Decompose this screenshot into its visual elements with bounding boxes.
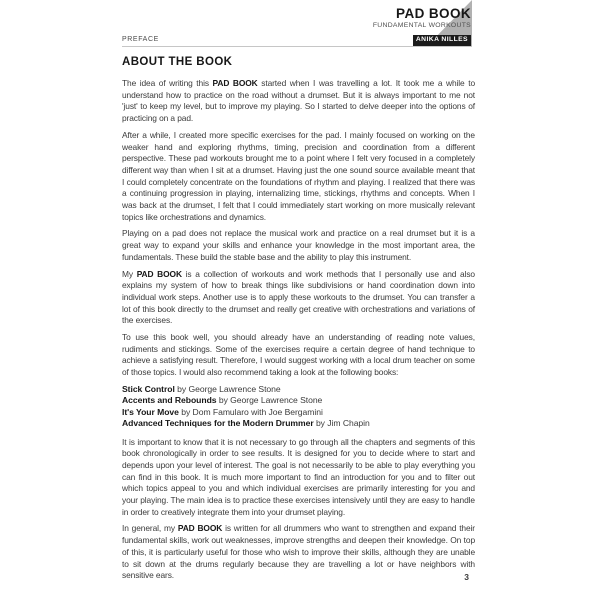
paragraph: To use this book well, you should already have an understanding of reading note values, rudiments and stickings. Some of the exercises require a certain degree of hand technique to achieve a satisfying result. Therefore, I would suggest working with a local drum teacher on some of those topics. I would also recommend taking a look at the following books:	[122, 332, 475, 378]
book-title: It's Your Move	[122, 406, 179, 417]
section-label: PREFACE	[122, 36, 159, 43]
book-list-item	[122, 418, 475, 429]
book-list-item	[122, 407, 475, 418]
paragraph: After a while, I created more specific exercises for the pad. I mainly focused on working on the weaker hand and exploring rhythms, timing, precision and coordination from a different perspective. These pad workouts brought me to a point where I felt very focused in a completely different way than when I sit at a drumset. Having just the one sound source available meant that I could completely concentrate on the foundations of rhythm and playing. I realized that there was a continuing progression in playing, internalizing time, stickings, rhythms and concepts. When I was back at the drumset, I felt that I could immediately start working on more musically relevant topics like orchestrations and dynamics.	[122, 129, 475, 222]
header-rule	[122, 46, 472, 47]
book-title: Accents and Rebounds	[122, 395, 217, 406]
content-column	[122, 56, 475, 587]
book-list-item	[122, 384, 475, 395]
page-number: 3	[464, 572, 469, 582]
paragraph: Playing on a pad does not replace the musical work and practice on a real drumset but it is a great way to expand your skills and enhance your knowledge in the most important area, the fundamentals. These build the stable base and the ability to play this instrument.	[122, 228, 475, 262]
page-heading: ABOUT THE BOOK	[122, 56, 233, 68]
book-author: by Dom Famularo with Joe Bergamini	[178, 406, 323, 417]
book-author: by George Lawrence Stone	[174, 383, 281, 394]
body-blocks	[122, 78, 475, 582]
book-title: Advanced Techniques for the Modern Drummer	[122, 418, 314, 429]
brand-subtitle: FUNDAMENTAL WORKOUTS	[372, 21, 471, 29]
paragraph: The idea of writing this PAD BOOK started when I was travelling a lot. It took me a while to understand how to practice on the road without a drumset. But it is always important to me not 'just' to keep my level, but to improve my playing. So I started to delve deeper into the options of practicing on a pad.	[122, 78, 475, 124]
brand-block	[373, 7, 471, 46]
book-author: by Jim Chapin	[313, 418, 370, 429]
recommended-books-list	[122, 384, 475, 430]
paragraph: My PAD BOOK is a collection of workouts and work methods that I personally use and also explains my system of how to break things like subdivisions or hand coordination down into individual work steps. Another use is to apply these workouts to the drumset. You can transfer a lot of this book directly to the drumset and really get creative with orchestrations and variations of the exercises.	[122, 268, 475, 326]
brand-title: PAD BOOK	[396, 6, 471, 21]
author-badge: ANIKA NILLES	[413, 35, 471, 45]
book-list-item	[122, 395, 475, 406]
paragraph: In general, my PAD BOOK is written for all drummers who want to strengthen and expand their fundamental skills, work out weaknesses, improve strengths and deepen their knowledge. On top of this, it is particularly useful for those who wish to improve their skills, although they are unable to sit down at the drums regularly because they are travelling a lot or have neighbors with sensitive ears.	[122, 523, 475, 581]
book-author: by George Lawrence Stone	[216, 395, 323, 406]
book-title: Stick Control	[122, 383, 175, 394]
paragraph: It is important to know that it is not necessary to go through all the chapters and segments of this book chronologically in order to see results. It is designed for you to decide where to start and depends upon your level of interest. The goal is not necessarily to be able to play everything you can find in this book. It is much more important to find an introduction for you and to filter out which topics appeal to you and which individual exercises are primarily interesting for you and your playing. The main idea is to practice these exercises intensively until they are easy to handle in order to creatively integrate them into your drumset playing.	[122, 436, 475, 517]
